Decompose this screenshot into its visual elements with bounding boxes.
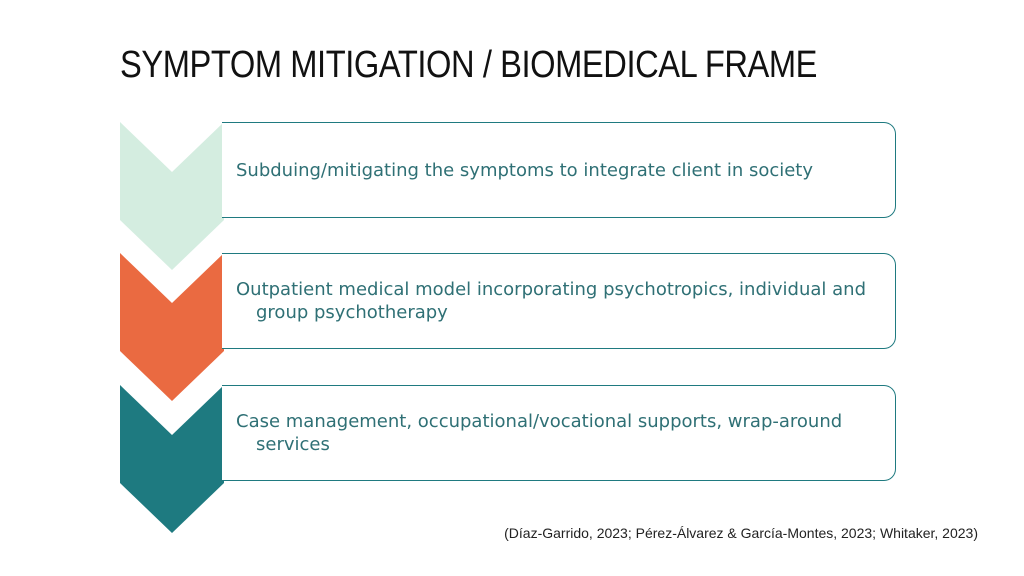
chevron-shape-1 (120, 122, 224, 270)
step-box-1 (222, 122, 896, 218)
step-text-2: Outpatient medical model incorporating psychotropics, individual and group psychotherapy (236, 279, 866, 323)
step-box-2 (222, 253, 896, 349)
chevron-step-2 (120, 253, 224, 401)
chevron-shape-3 (120, 385, 224, 533)
step-text-3: Case management, occupational/vocational supports, wrap-around services (236, 411, 843, 455)
step-text-1: Subduing/mitigating the symptoms to integrate client in society (236, 159, 814, 181)
chevron-step-1 (120, 122, 224, 270)
chevron-step-3 (120, 385, 224, 533)
chevron-shape-2 (120, 253, 224, 401)
step-box-3 (222, 385, 896, 481)
citation: (Díaz-Garrido, 2023; Pérez-Álvarez & García-Montes, 2023; Whitaker, 2023) (504, 525, 978, 541)
slide-title: SYMPTOM MITIGATION / BIOMEDICAL FRAME (120, 44, 818, 86)
